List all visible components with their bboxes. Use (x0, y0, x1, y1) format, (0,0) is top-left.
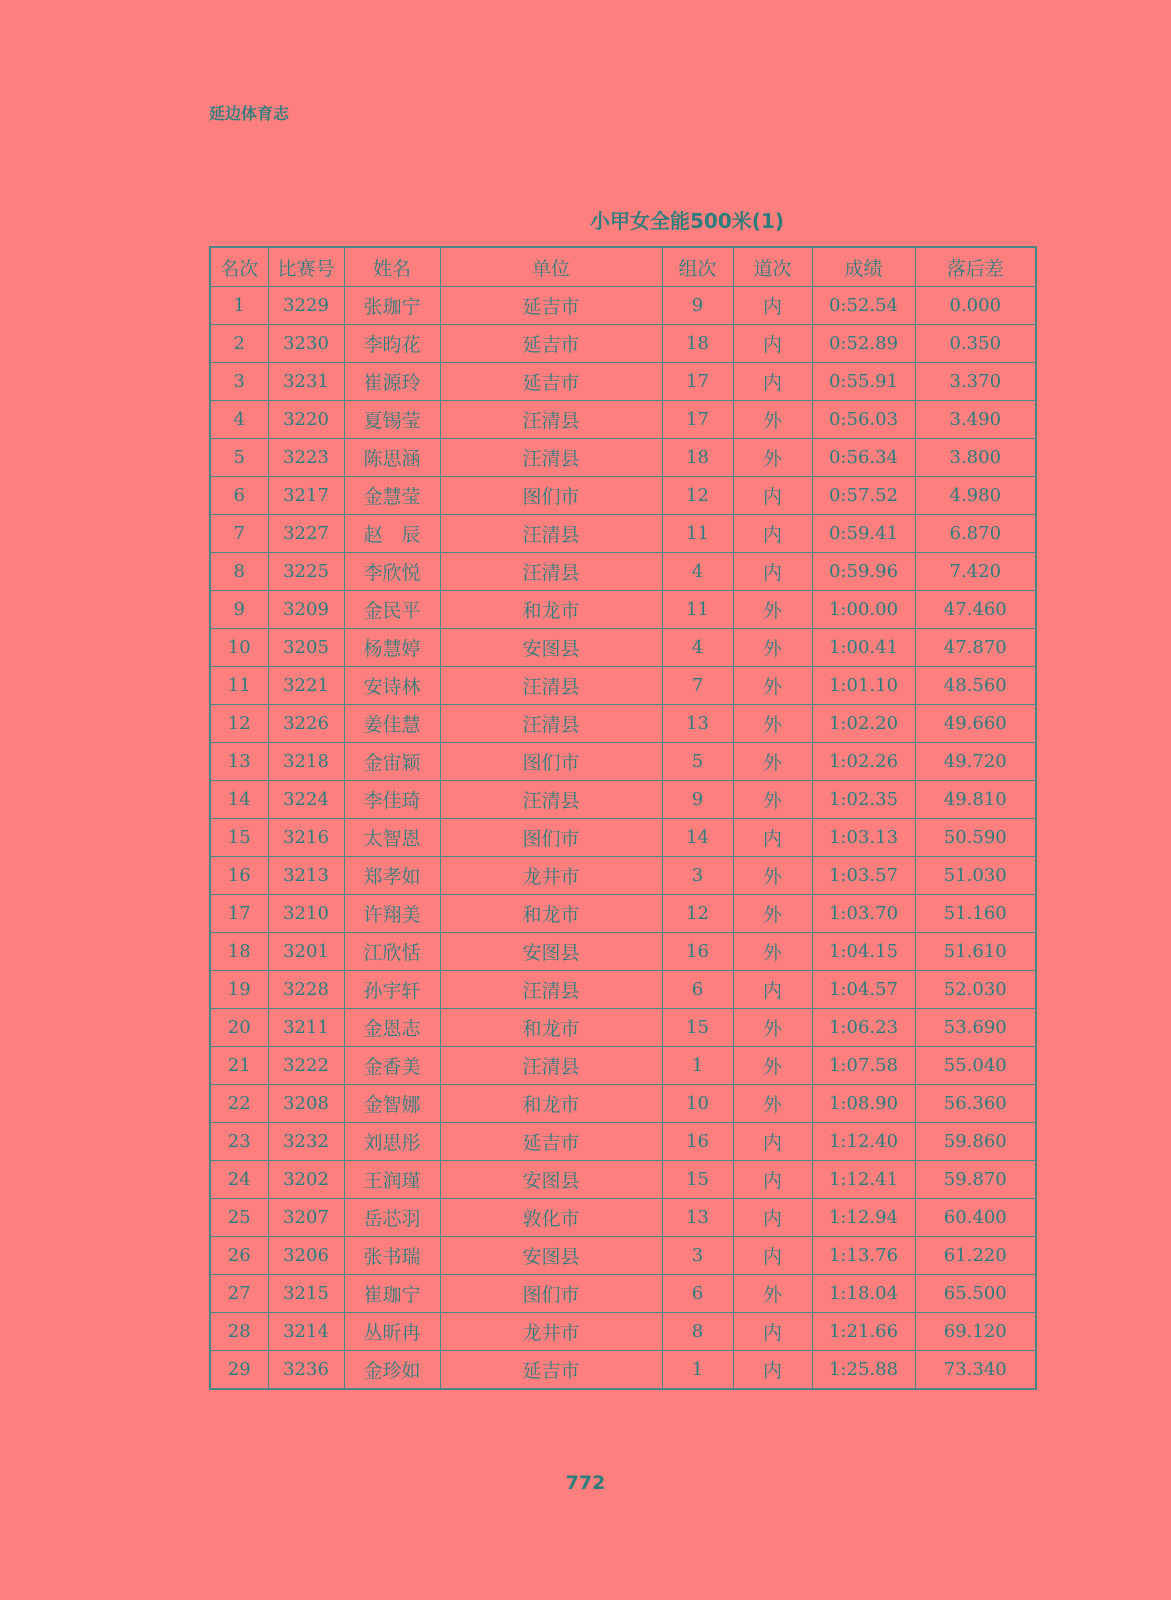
name-cell: 姜佳慧 (344, 705, 440, 743)
bib-cell: 3208 (268, 1085, 344, 1123)
name-cell: 岳芯羽 (344, 1199, 440, 1237)
heat-cell: 9 (662, 781, 733, 819)
header-name: 姓名 (344, 247, 440, 287)
heat-cell: 18 (662, 325, 733, 363)
rank-cell: 18 (210, 933, 268, 971)
lane-cell: 内 (733, 287, 812, 325)
unit-cell: 延吉市 (440, 325, 662, 363)
bib-cell: 3202 (268, 1161, 344, 1199)
heat-cell: 7 (662, 667, 733, 705)
rank-cell: 16 (210, 857, 268, 895)
lane-cell: 内 (733, 363, 812, 401)
lane-cell: 内 (733, 1237, 812, 1275)
name-cell: 安诗林 (344, 667, 440, 705)
header-gap: 落后差 (915, 247, 1036, 287)
gap-cell: 50.590 (915, 819, 1036, 857)
bib-cell: 3231 (268, 363, 344, 401)
unit-cell: 汪清县 (440, 401, 662, 439)
bib-cell: 3224 (268, 781, 344, 819)
unit-cell: 汪清县 (440, 553, 662, 591)
name-cell: 张珈宁 (344, 287, 440, 325)
unit-cell: 和龙市 (440, 591, 662, 629)
table-row (210, 629, 1036, 667)
lane-cell: 内 (733, 1123, 812, 1161)
lane-cell: 内 (733, 477, 812, 515)
time-cell: 1:07.58 (812, 1047, 915, 1085)
unit-cell: 图们市 (440, 477, 662, 515)
table-row (210, 667, 1036, 705)
lane-cell: 外 (733, 401, 812, 439)
rank-cell: 11 (210, 667, 268, 705)
gap-cell: 69.120 (915, 1313, 1036, 1351)
table-row (210, 439, 1036, 477)
header-time: 成绩 (812, 247, 915, 287)
table-row (210, 1085, 1036, 1123)
lane-cell: 外 (733, 705, 812, 743)
gap-cell: 47.870 (915, 629, 1036, 667)
heat-cell: 4 (662, 629, 733, 667)
table-row (210, 1123, 1036, 1161)
time-cell: 1:03.57 (812, 857, 915, 895)
rank-cell: 17 (210, 895, 268, 933)
bib-cell: 3228 (268, 971, 344, 1009)
heat-cell: 1 (662, 1047, 733, 1085)
heat-cell: 15 (662, 1009, 733, 1047)
unit-cell: 敦化市 (440, 1199, 662, 1237)
gap-cell: 3.800 (915, 439, 1036, 477)
heat-cell: 11 (662, 591, 733, 629)
name-cell: 太智恩 (344, 819, 440, 857)
gap-cell: 51.030 (915, 857, 1036, 895)
time-cell: 1:03.70 (812, 895, 915, 933)
heat-cell: 16 (662, 933, 733, 971)
name-cell: 夏锡莹 (344, 401, 440, 439)
table-row (210, 477, 1036, 515)
name-cell: 杨慧婷 (344, 629, 440, 667)
name-cell: 金香美 (344, 1047, 440, 1085)
name-cell: 李昀花 (344, 325, 440, 363)
unit-cell: 延吉市 (440, 287, 662, 325)
heat-cell: 6 (662, 971, 733, 1009)
lane-cell: 外 (733, 857, 812, 895)
bib-cell: 3226 (268, 705, 344, 743)
table-row (210, 971, 1036, 1009)
unit-cell: 汪清县 (440, 439, 662, 477)
table-row (210, 591, 1036, 629)
name-cell: 崔珈宁 (344, 1275, 440, 1313)
gap-cell: 51.610 (915, 933, 1036, 971)
time-cell: 1:02.26 (812, 743, 915, 781)
bib-cell: 3206 (268, 1237, 344, 1275)
heat-cell: 11 (662, 515, 733, 553)
table-row (210, 743, 1036, 781)
table-row (210, 1351, 1036, 1390)
lane-cell: 外 (733, 1047, 812, 1085)
gap-cell: 0.000 (915, 287, 1036, 325)
header-heat: 组次 (662, 247, 733, 287)
gap-cell: 49.660 (915, 705, 1036, 743)
lane-cell: 内 (733, 1351, 812, 1390)
time-cell: 1:02.35 (812, 781, 915, 819)
unit-cell: 安图县 (440, 933, 662, 971)
name-cell: 金慧莹 (344, 477, 440, 515)
rank-cell: 21 (210, 1047, 268, 1085)
heat-cell: 13 (662, 705, 733, 743)
lane-cell: 外 (733, 1085, 812, 1123)
rank-cell: 4 (210, 401, 268, 439)
unit-cell: 龙井市 (440, 1313, 662, 1351)
time-cell: 1:13.76 (812, 1237, 915, 1275)
bib-cell: 3210 (268, 895, 344, 933)
heat-cell: 18 (662, 439, 733, 477)
unit-cell: 图们市 (440, 819, 662, 857)
heat-cell: 17 (662, 401, 733, 439)
rank-cell: 28 (210, 1313, 268, 1351)
gap-cell: 3.490 (915, 401, 1036, 439)
lane-cell: 外 (733, 781, 812, 819)
time-cell: 0:56.34 (812, 439, 915, 477)
gap-cell: 49.810 (915, 781, 1036, 819)
name-cell: 李欣悦 (344, 553, 440, 591)
rank-cell: 6 (210, 477, 268, 515)
time-cell: 1:21.66 (812, 1313, 915, 1351)
bib-cell: 3214 (268, 1313, 344, 1351)
time-cell: 1:12.41 (812, 1161, 915, 1199)
table-row (210, 287, 1036, 325)
gap-cell: 47.460 (915, 591, 1036, 629)
unit-cell: 和龙市 (440, 1009, 662, 1047)
bib-cell: 3211 (268, 1009, 344, 1047)
time-cell: 1:12.40 (812, 1123, 915, 1161)
lane-cell: 外 (733, 629, 812, 667)
name-cell: 郑孝如 (344, 857, 440, 895)
rank-cell: 13 (210, 743, 268, 781)
table-title: 小甲女全能500米(1) (590, 209, 784, 233)
table-row (210, 325, 1036, 363)
name-cell: 崔源玲 (344, 363, 440, 401)
heat-cell: 12 (662, 895, 733, 933)
rank-cell: 10 (210, 629, 268, 667)
table-row (210, 1047, 1036, 1085)
gap-cell: 4.980 (915, 477, 1036, 515)
lane-cell: 外 (733, 667, 812, 705)
name-cell: 孙宇轩 (344, 971, 440, 1009)
bib-cell: 3207 (268, 1199, 344, 1237)
rank-cell: 12 (210, 705, 268, 743)
lane-cell: 内 (733, 1199, 812, 1237)
rank-cell: 25 (210, 1199, 268, 1237)
time-cell: 0:56.03 (812, 401, 915, 439)
bib-cell: 3229 (268, 287, 344, 325)
rank-cell: 23 (210, 1123, 268, 1161)
unit-cell: 延吉市 (440, 1351, 662, 1390)
heat-cell: 16 (662, 1123, 733, 1161)
name-cell: 江欣恬 (344, 933, 440, 971)
lane-cell: 内 (733, 1161, 812, 1199)
table-row (210, 1199, 1036, 1237)
time-cell: 1:25.88 (812, 1351, 915, 1390)
bib-cell: 3217 (268, 477, 344, 515)
table-row (210, 781, 1036, 819)
gap-cell: 65.500 (915, 1275, 1036, 1313)
table-row (210, 933, 1036, 971)
rank-cell: 7 (210, 515, 268, 553)
table-row (210, 1237, 1036, 1275)
header-row (210, 247, 1036, 287)
unit-cell: 延吉市 (440, 363, 662, 401)
gap-cell: 7.420 (915, 553, 1036, 591)
time-cell: 1:18.04 (812, 1275, 915, 1313)
results-body (210, 287, 1036, 1390)
time-cell: 1:00.00 (812, 591, 915, 629)
time-cell: 1:03.13 (812, 819, 915, 857)
lane-cell: 外 (733, 1275, 812, 1313)
bib-cell: 3220 (268, 401, 344, 439)
bib-cell: 3230 (268, 325, 344, 363)
name-cell: 赵 辰 (344, 515, 440, 553)
bib-cell: 3215 (268, 1275, 344, 1313)
gap-cell: 55.040 (915, 1047, 1036, 1085)
gap-cell: 49.720 (915, 743, 1036, 781)
time-cell: 1:12.94 (812, 1199, 915, 1237)
name-cell: 金民平 (344, 591, 440, 629)
gap-cell: 3.370 (915, 363, 1036, 401)
bib-cell: 3218 (268, 743, 344, 781)
table-row (210, 401, 1036, 439)
lane-cell: 外 (733, 743, 812, 781)
rank-cell: 27 (210, 1275, 268, 1313)
rank-cell: 2 (210, 325, 268, 363)
unit-cell: 安图县 (440, 1161, 662, 1199)
unit-cell: 延吉市 (440, 1123, 662, 1161)
table-row (210, 1313, 1036, 1351)
rank-cell: 29 (210, 1351, 268, 1390)
lane-cell: 外 (733, 591, 812, 629)
table-row (210, 1275, 1036, 1313)
heat-cell: 1 (662, 1351, 733, 1390)
name-cell: 王润瑾 (344, 1161, 440, 1199)
unit-cell: 汪清县 (440, 781, 662, 819)
table-row (210, 515, 1036, 553)
rank-cell: 9 (210, 591, 268, 629)
bib-cell: 3232 (268, 1123, 344, 1161)
results-table (209, 246, 1037, 1390)
heat-cell: 17 (662, 363, 733, 401)
name-cell: 金恩志 (344, 1009, 440, 1047)
header-lane: 道次 (733, 247, 812, 287)
heat-cell: 15 (662, 1161, 733, 1199)
heat-cell: 3 (662, 857, 733, 895)
bib-cell: 3223 (268, 439, 344, 477)
rank-cell: 1 (210, 287, 268, 325)
time-cell: 0:52.89 (812, 325, 915, 363)
gap-cell: 53.690 (915, 1009, 1036, 1047)
heat-cell: 3 (662, 1237, 733, 1275)
name-cell: 刘思彤 (344, 1123, 440, 1161)
bib-cell: 3221 (268, 667, 344, 705)
lane-cell: 外 (733, 1009, 812, 1047)
name-cell: 金珍如 (344, 1351, 440, 1390)
table-row (210, 553, 1036, 591)
name-cell: 李佳琦 (344, 781, 440, 819)
lane-cell: 外 (733, 895, 812, 933)
gap-cell: 60.400 (915, 1199, 1036, 1237)
time-cell: 0:59.41 (812, 515, 915, 553)
unit-cell: 汪清县 (440, 971, 662, 1009)
lane-cell: 外 (733, 933, 812, 971)
heat-cell: 14 (662, 819, 733, 857)
time-cell: 1:04.57 (812, 971, 915, 1009)
name-cell: 金智娜 (344, 1085, 440, 1123)
lane-cell: 内 (733, 325, 812, 363)
heat-cell: 6 (662, 1275, 733, 1313)
unit-cell: 安图县 (440, 1237, 662, 1275)
unit-cell: 汪清县 (440, 705, 662, 743)
unit-cell: 安图县 (440, 629, 662, 667)
heat-cell: 8 (662, 1313, 733, 1351)
name-cell: 金宙颖 (344, 743, 440, 781)
table-row (210, 895, 1036, 933)
rank-cell: 5 (210, 439, 268, 477)
heat-cell: 12 (662, 477, 733, 515)
gap-cell: 52.030 (915, 971, 1036, 1009)
name-cell: 张书瑞 (344, 1237, 440, 1275)
gap-cell: 59.860 (915, 1123, 1036, 1161)
rank-cell: 26 (210, 1237, 268, 1275)
header-bib: 比赛号 (268, 247, 344, 287)
gap-cell: 51.160 (915, 895, 1036, 933)
rank-cell: 24 (210, 1161, 268, 1199)
unit-cell: 汪清县 (440, 1047, 662, 1085)
heat-cell: 13 (662, 1199, 733, 1237)
time-cell: 1:01.10 (812, 667, 915, 705)
gap-cell: 61.220 (915, 1237, 1036, 1275)
bib-cell: 3205 (268, 629, 344, 667)
name-cell: 许翔美 (344, 895, 440, 933)
gap-cell: 6.870 (915, 515, 1036, 553)
heat-cell: 9 (662, 287, 733, 325)
table-row (210, 705, 1036, 743)
gap-cell: 56.360 (915, 1085, 1036, 1123)
header-unit: 单位 (440, 247, 662, 287)
rank-cell: 20 (210, 1009, 268, 1047)
time-cell: 0:55.91 (812, 363, 915, 401)
lane-cell: 内 (733, 971, 812, 1009)
gap-cell: 0.350 (915, 325, 1036, 363)
bib-cell: 3227 (268, 515, 344, 553)
gap-cell: 73.340 (915, 1351, 1036, 1390)
lane-cell: 内 (733, 515, 812, 553)
lane-cell: 内 (733, 553, 812, 591)
unit-cell: 龙井市 (440, 857, 662, 895)
bib-cell: 3209 (268, 591, 344, 629)
rank-cell: 14 (210, 781, 268, 819)
table-row (210, 857, 1036, 895)
heat-cell: 5 (662, 743, 733, 781)
table-row (210, 363, 1036, 401)
heat-cell: 10 (662, 1085, 733, 1123)
gap-cell: 48.560 (915, 667, 1036, 705)
time-cell: 1:04.15 (812, 933, 915, 971)
time-cell: 0:52.54 (812, 287, 915, 325)
rank-cell: 8 (210, 553, 268, 591)
bib-cell: 3216 (268, 819, 344, 857)
bib-cell: 3201 (268, 933, 344, 971)
gap-cell: 59.870 (915, 1161, 1036, 1199)
page-number: 772 (565, 1472, 606, 1494)
time-cell: 0:59.96 (812, 553, 915, 591)
lane-cell: 内 (733, 1313, 812, 1351)
unit-cell: 和龙市 (440, 1085, 662, 1123)
rank-cell: 3 (210, 363, 268, 401)
name-cell: 陈思涵 (344, 439, 440, 477)
bib-cell: 3236 (268, 1351, 344, 1390)
name-cell: 丛昕冉 (344, 1313, 440, 1351)
time-cell: 1:08.90 (812, 1085, 915, 1123)
time-cell: 1:00.41 (812, 629, 915, 667)
header-rank: 名次 (210, 247, 268, 287)
table-row (210, 819, 1036, 857)
bib-cell: 3213 (268, 857, 344, 895)
time-cell: 0:57.52 (812, 477, 915, 515)
bib-cell: 3225 (268, 553, 344, 591)
rank-cell: 22 (210, 1085, 268, 1123)
unit-cell: 图们市 (440, 1275, 662, 1313)
unit-cell: 汪清县 (440, 515, 662, 553)
table-row (210, 1161, 1036, 1199)
time-cell: 1:06.23 (812, 1009, 915, 1047)
bib-cell: 3222 (268, 1047, 344, 1085)
heat-cell: 4 (662, 553, 733, 591)
lane-cell: 内 (733, 819, 812, 857)
time-cell: 1:02.20 (812, 705, 915, 743)
table-row (210, 1009, 1036, 1047)
running-head: 延边体育志 (209, 104, 290, 123)
unit-cell: 图们市 (440, 743, 662, 781)
rank-cell: 19 (210, 971, 268, 1009)
unit-cell: 汪清县 (440, 667, 662, 705)
lane-cell: 外 (733, 439, 812, 477)
unit-cell: 和龙市 (440, 895, 662, 933)
rank-cell: 15 (210, 819, 268, 857)
